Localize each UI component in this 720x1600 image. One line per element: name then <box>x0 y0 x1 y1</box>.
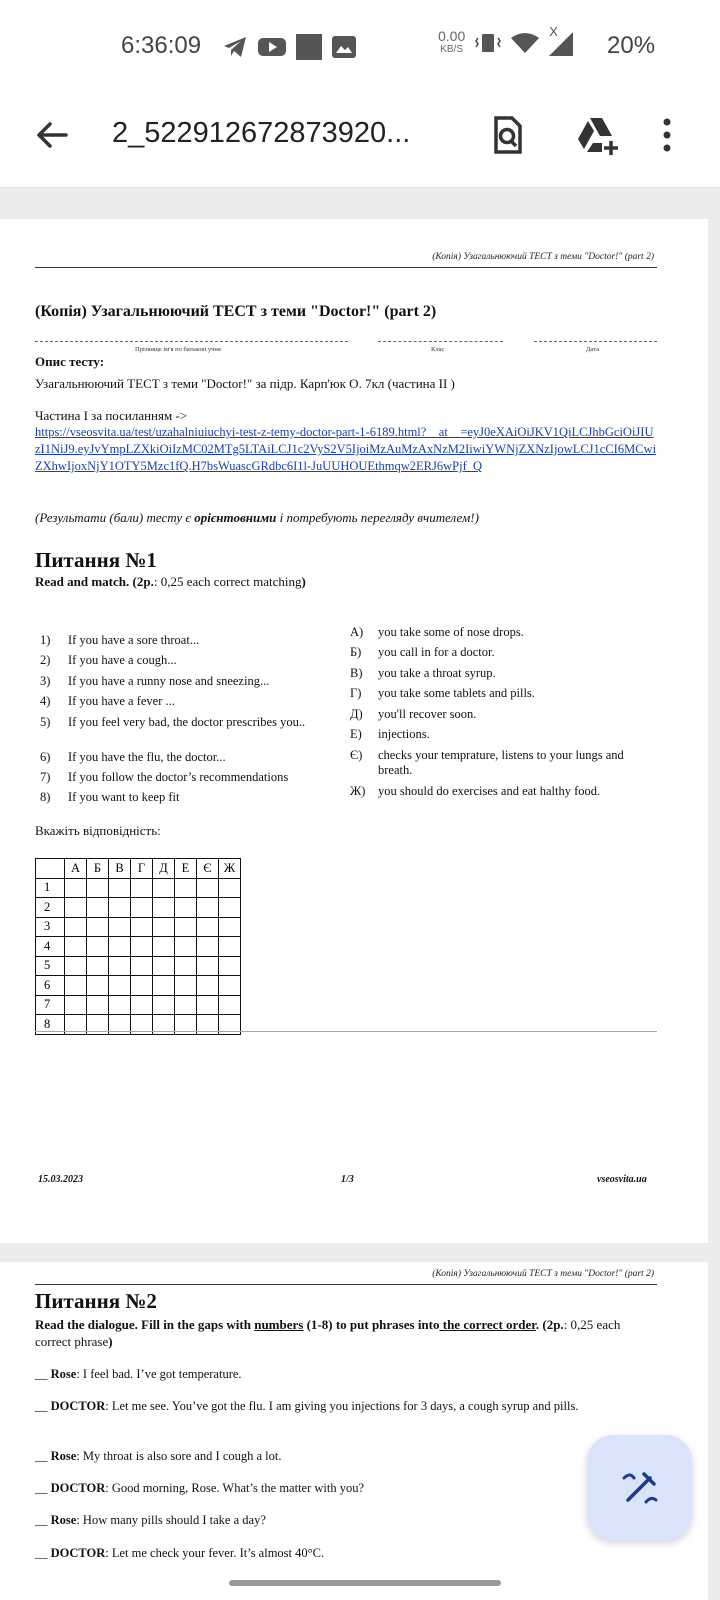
grid-col-header: Е <box>175 859 197 879</box>
grid-cell[interactable] <box>131 976 153 996</box>
match-question-item <box>40 770 336 785</box>
grid-row <box>36 898 241 918</box>
grid-cell[interactable] <box>109 878 131 898</box>
grid-cell[interactable] <box>153 878 175 898</box>
grid-row <box>36 917 241 937</box>
item-letter: Є) <box>350 748 363 762</box>
grid-cell[interactable] <box>131 878 153 898</box>
item-text: If you have the flu, the doctor... <box>68 750 226 764</box>
grid-col-header: Д <box>153 859 175 879</box>
grid-cell[interactable] <box>219 898 241 918</box>
wifi-icon <box>511 32 539 54</box>
notification-icons <box>222 34 356 60</box>
dialogue-line <box>35 1512 650 1529</box>
grid-col-header: Г <box>131 859 153 879</box>
description-label: Опис тесту: <box>35 354 105 369</box>
dialogue-line <box>35 1545 650 1562</box>
class-field-line <box>378 341 503 342</box>
item-text: checks your temprature, listens to your lungs and breath. <box>378 748 624 777</box>
grid-cell[interactable] <box>131 898 153 918</box>
page-header: (Копія) Узагальнюючий ТЕСТ з теми "Doctor!" (part 2) <box>432 252 654 262</box>
drive-add-icon[interactable] <box>576 115 620 155</box>
grid-cell[interactable] <box>65 956 87 976</box>
grid-row-header: 3 <box>36 917 65 937</box>
item-letter: Д) <box>350 707 363 721</box>
grid-cell[interactable] <box>175 878 197 898</box>
grid-col-header: А <box>65 859 87 879</box>
grid-row-header: 8 <box>36 1015 65 1035</box>
grid-cell[interactable] <box>109 917 131 937</box>
blank-gap[interactable]: __ <box>35 1481 51 1495</box>
grid-cell[interactable] <box>65 995 87 1015</box>
item-text: you should do exercises and eat halthy food. <box>378 784 601 798</box>
grid-cell[interactable] <box>87 898 109 918</box>
match-question-item <box>40 790 336 805</box>
date-caption: Дата <box>586 346 599 353</box>
youtube-icon <box>258 36 286 58</box>
grid-cell[interactable] <box>87 917 109 937</box>
item-text: If you have a cough... <box>68 653 177 667</box>
line-text: : Let me see. You’ve got the flu. I am giving you injections for 3 days, a cough syrup and pills. <box>105 1399 579 1413</box>
item-number: 7) <box>40 770 51 784</box>
name-field-line <box>35 341 348 342</box>
grid-row <box>36 995 241 1015</box>
grid-cell[interactable] <box>219 976 241 996</box>
description-text: Узагальнюючий ТЕСТ з теми "Doctor!" за підр. Карп'юк О. 7кл (частина II ) <box>35 376 455 391</box>
item-letter: Б) <box>350 645 362 659</box>
item-number: 1) <box>40 633 51 647</box>
grid-row-header: 5 <box>36 956 65 976</box>
more-vert-icon[interactable] <box>660 115 674 155</box>
grid-cell[interactable] <box>175 976 197 996</box>
grid-cell[interactable] <box>219 917 241 937</box>
line-text: : I feel bad. I’ve got temperature. <box>76 1367 242 1381</box>
grid-cell[interactable] <box>109 937 131 957</box>
grid-row <box>36 956 241 976</box>
grid-cell[interactable] <box>197 956 219 976</box>
grid-col-header: Ж <box>219 859 241 879</box>
status-bar <box>0 0 720 95</box>
grid-cell[interactable] <box>197 878 219 898</box>
speaker: DOCTOR <box>50 1481 106 1495</box>
item-number: 2) <box>40 653 51 667</box>
grid-cell[interactable] <box>87 878 109 898</box>
grid-cell[interactable] <box>175 956 197 976</box>
item-letter: В) <box>350 666 363 680</box>
match-answer-item <box>350 784 628 799</box>
item-number: 8) <box>40 790 51 804</box>
grid-row-header: 4 <box>36 937 65 957</box>
match-answer-item <box>350 707 628 722</box>
grid-cell[interactable] <box>131 995 153 1015</box>
grid-col-header: В <box>109 859 131 879</box>
match-answer-item <box>350 686 628 701</box>
blank-gap[interactable]: __ <box>35 1449 51 1463</box>
grid-cell[interactable] <box>153 898 175 918</box>
grid-cell[interactable] <box>197 937 219 957</box>
grid-cell[interactable] <box>197 917 219 937</box>
match-question-item <box>40 653 336 668</box>
grid-cell[interactable] <box>175 917 197 937</box>
item-letter: Е) <box>350 727 362 741</box>
document-title: 2_522912672873920... <box>112 117 411 149</box>
gesture-nav-bar[interactable] <box>229 1580 501 1586</box>
blank-gap[interactable]: __ <box>35 1546 51 1560</box>
item-text: If you want to keep fit <box>68 790 180 804</box>
battery-percent: 20% <box>607 32 656 59</box>
question-2-title: Питання №2 <box>35 1289 157 1313</box>
item-number: 4) <box>40 694 51 708</box>
grid-cell[interactable] <box>109 976 131 996</box>
grid-cell[interactable] <box>65 976 87 996</box>
grid-row-header: 6 <box>36 976 65 996</box>
pdf-page-1 <box>0 219 708 1243</box>
dialogue-line <box>35 1448 650 1465</box>
grid-cell[interactable] <box>153 917 175 937</box>
item-text: you take some of nose drops. <box>378 625 524 639</box>
item-text: you take some tablets and pills. <box>378 686 535 700</box>
document-search-icon[interactable] <box>488 115 528 155</box>
item-letter: Г) <box>350 686 362 700</box>
speaker: DOCTOR <box>50 1399 106 1413</box>
vibrate-icon <box>475 32 501 54</box>
item-text: you take a throat syrup. <box>378 666 496 680</box>
date-field-line <box>534 341 657 342</box>
blank-gap[interactable]: __ <box>35 1399 51 1413</box>
item-text: you call in for a doctor. <box>378 645 495 659</box>
grid-header-row <box>36 859 241 879</box>
question-1-instruction: Read and match. (2р.: 0,25 each correct matching) <box>35 574 306 589</box>
grid-row <box>36 937 241 957</box>
grid-col-header: Б <box>87 859 109 879</box>
grid-cell[interactable] <box>153 976 175 996</box>
item-text: If you have a sore throat... <box>68 633 200 647</box>
app-square-icon <box>296 34 322 60</box>
grid-cell[interactable] <box>153 956 175 976</box>
grid-cell[interactable] <box>131 956 153 976</box>
name-caption: Прізвище ім'я по батькові учня <box>135 346 221 353</box>
item-number: 5) <box>40 715 51 729</box>
grid-cell[interactable] <box>87 956 109 976</box>
dialogue-line <box>35 1398 650 1415</box>
grid-cell[interactable] <box>65 898 87 918</box>
match-answer-item <box>350 727 628 742</box>
grid-cell[interactable] <box>109 956 131 976</box>
telegram-icon <box>222 35 248 59</box>
grid-cell[interactable] <box>175 995 197 1015</box>
item-number: 3) <box>40 674 51 688</box>
grid-cell[interactable] <box>131 917 153 937</box>
grid-cell[interactable] <box>219 937 241 957</box>
class-caption: Клас <box>431 346 445 353</box>
grid-cell[interactable] <box>65 878 87 898</box>
grid-cell[interactable] <box>109 898 131 918</box>
grid-row <box>36 976 241 996</box>
answer-grid <box>35 858 241 1035</box>
line-text: : My throat is also sore and I cough a lot. <box>76 1449 282 1463</box>
line-text: : Good morning, Rose. What’s the matter with you? <box>105 1481 365 1495</box>
footer-site: vseosvita.ua <box>597 1174 647 1185</box>
part1-link-label: Частина I за посиланням -> <box>35 408 188 423</box>
grid-corner <box>36 859 65 879</box>
arrow-left-icon[interactable] <box>34 117 70 153</box>
item-number: 6) <box>40 750 51 764</box>
results-note: (Результати (бали) тесту є орієнтовними і потребують перегляду вчителем!) <box>35 510 479 525</box>
edit-fab[interactable] <box>587 1435 692 1540</box>
grid-cell[interactable] <box>87 976 109 996</box>
grid-cell[interactable] <box>197 995 219 1015</box>
match-answer-item <box>350 748 628 778</box>
header-rule <box>35 1284 657 1285</box>
question-1-title: Питання №1 <box>35 548 157 572</box>
status-time: 6:36:09 <box>121 32 202 59</box>
footer-date: 15.03.2023 <box>38 1174 83 1185</box>
match-question-item <box>40 694 336 709</box>
item-letter: Ж) <box>350 784 366 798</box>
grid-cell[interactable] <box>109 995 131 1015</box>
grid-cell[interactable] <box>197 976 219 996</box>
grid-label: Вкажіть відповідність: <box>35 823 161 838</box>
grid-row-header: 1 <box>36 878 65 898</box>
grid-cell[interactable] <box>153 995 175 1015</box>
speaker: DOCTOR <box>50 1546 106 1560</box>
grid-cell[interactable] <box>87 995 109 1015</box>
match-question-item <box>40 633 336 648</box>
line-text: : Let me check your fever. It’s almost 40°C. <box>105 1546 325 1560</box>
footer-page-number: 1/3 <box>341 1174 354 1185</box>
signal-icon: X <box>549 30 575 56</box>
item-text: If you follow the doctor’s recommendations <box>68 770 289 784</box>
grid-cell[interactable] <box>131 937 153 957</box>
item-text: you'll recover soon. <box>378 707 477 721</box>
part1-link[interactable]: https://vseosvita.ua/test/uzahalniuiuchyi-test-z-temy-doctor-part-1-6189.html?__at__=eyJ0eXAiOiJKV1QiLCJhbGciOiJIUzI1NiJ9.eyJvYmpLZXkiOiIzMC02MTg5LTAiLCJ1c2VyS2V5IjoiMzAuMzAxNzM2IiwiYWNjZXNzIjowLCJ1cCI6MCwiZXhwIjoxNjY1OTY5Mzc1fQ.H7bsWuascGRdbc6I1l-JuUUHOUEthmqw2ERJ6wPjf_Q <box>35 425 657 473</box>
header-rule <box>35 267 657 268</box>
match-question-item <box>40 750 336 765</box>
item-text: If you feel very bad, the doctor prescribes you.. <box>68 715 306 729</box>
grid-row-header: 2 <box>36 898 65 918</box>
page-header: (Копія) Узагальнюючий ТЕСТ з теми "Doctor!" (part 2) <box>432 1269 654 1279</box>
match-answer-item <box>350 625 628 640</box>
item-text: If you have a runny nose and sneezing... <box>68 674 270 688</box>
match-answer-item <box>350 666 628 681</box>
grid-col-header: Є <box>197 859 219 879</box>
match-question-item <box>40 715 336 730</box>
image-icon <box>332 36 356 58</box>
line-text: : How many pills should I take a day? <box>76 1513 266 1527</box>
test-title: (Копія) Узагальнюючий ТЕСТ з теми "Doctor!" (part 2) <box>35 303 437 320</box>
network-speed: 0.00 KB/S <box>438 28 466 55</box>
blank-gap[interactable]: __ <box>35 1513 51 1527</box>
grid-cell[interactable] <box>87 937 109 957</box>
grid-cell[interactable] <box>65 917 87 937</box>
pdf-page-2 <box>0 1262 708 1600</box>
speaker: Rose <box>50 1367 77 1381</box>
footer-rule <box>35 1031 657 1032</box>
blank-gap[interactable]: __ <box>35 1367 51 1381</box>
grid-cell[interactable] <box>153 937 175 957</box>
dialogue-line <box>35 1480 650 1497</box>
match-question-item <box>40 674 336 689</box>
match-answer-item <box>350 645 628 660</box>
item-text: If you have a fever ... <box>68 694 175 708</box>
grid-cell[interactable] <box>219 995 241 1015</box>
speaker: Rose <box>50 1449 77 1463</box>
grid-cell[interactable] <box>219 956 241 976</box>
grid-cell[interactable] <box>219 878 241 898</box>
grid-row <box>36 878 241 898</box>
grid-cell[interactable] <box>175 898 197 918</box>
grid-cell[interactable] <box>175 937 197 957</box>
grid-cell[interactable] <box>65 937 87 957</box>
item-letter: А) <box>350 625 364 639</box>
grid-row-header: 7 <box>36 995 65 1015</box>
item-text: injections. <box>378 727 430 741</box>
app-toolbar <box>0 95 720 188</box>
edit-pen-icon <box>620 1468 660 1508</box>
question-2-instruction: Read the dialogue. Fill in the gaps with numbers (1-8) to put phrases into the correct order. (2р.: 0,25 each correct phrase) <box>35 1317 621 1349</box>
dialogue-line <box>35 1366 650 1383</box>
grid-cell[interactable] <box>197 898 219 918</box>
speaker: Rose <box>50 1513 77 1527</box>
